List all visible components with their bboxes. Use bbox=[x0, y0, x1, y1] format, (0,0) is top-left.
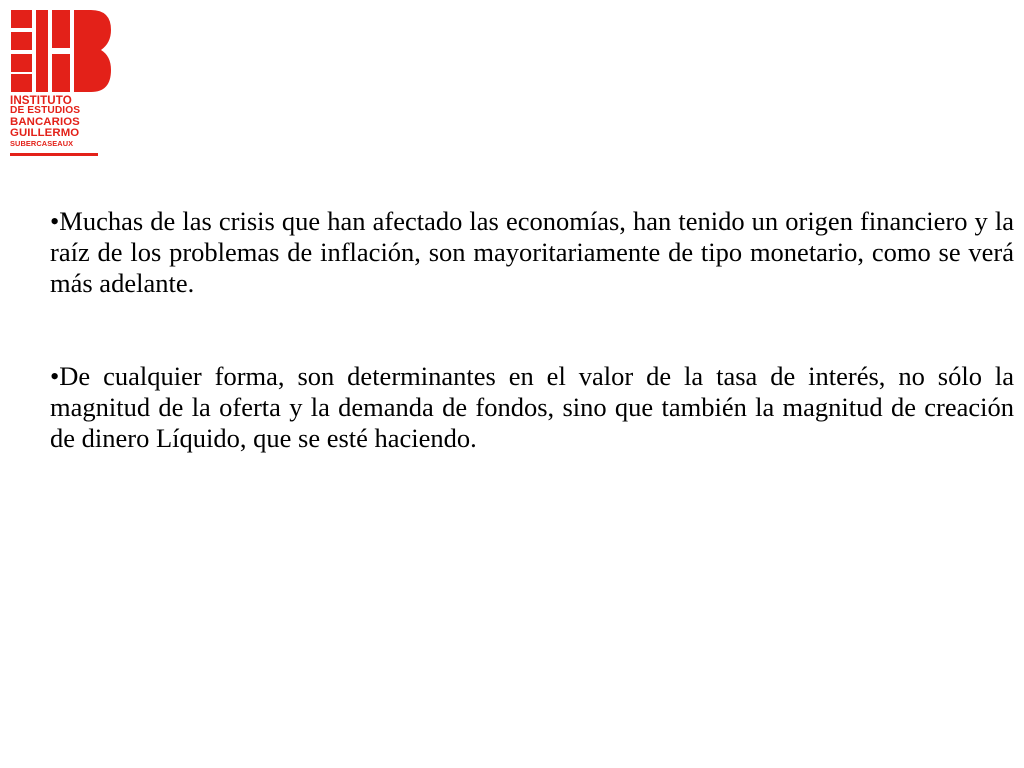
logo-line-3: BANCARIOS bbox=[10, 116, 80, 128]
logo-line-2: DE ESTUDIOS bbox=[10, 105, 81, 116]
logo-mark-icon bbox=[11, 10, 111, 92]
logo-line-4: GUILLERMO bbox=[10, 127, 80, 139]
logo-underline bbox=[10, 153, 98, 156]
paragraph-2: •De cualquier forma, son determinantes en el valor de la tasa de interés, no sólo la magnitud de la oferta y la demanda de fondos, sino que también la magnitud de creación de dinero Líquido, que se esté haciendo. bbox=[50, 361, 1014, 453]
logo-wordmark bbox=[10, 95, 114, 149]
slide-body bbox=[50, 206, 1014, 454]
paragraph-1: •Muchas de las crisis que han afectado las economías, han tenido un origen financiero y la raíz de los problemas de inflación, son mayoritariamente de tipo monetario, como se verá más adelante. bbox=[50, 206, 1014, 298]
institute-logo bbox=[8, 10, 112, 162]
logo-line-1: INSTITUTO bbox=[10, 94, 72, 107]
logo-line-5: SUBERCASEAUX bbox=[10, 139, 74, 148]
